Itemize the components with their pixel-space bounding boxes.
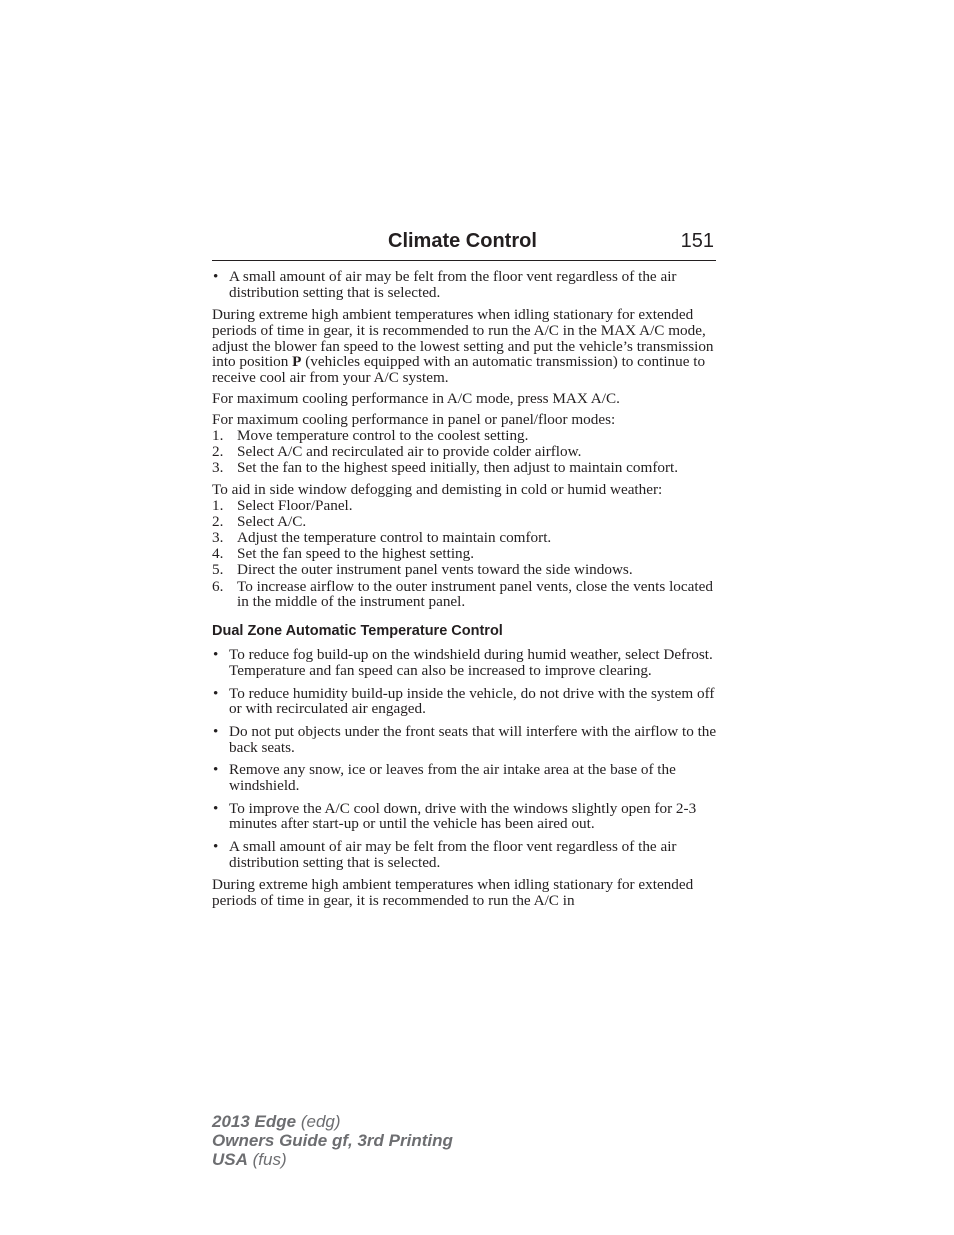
list-item: • To reduce fog build-up on the windshield during humid weather, select Defrost. Temperature and fan speed can also be increased to improve clearing. <box>212 647 718 678</box>
panel-modes-paragraph: For maximum cooling performance in panel or panel/floor modes: <box>212 410 616 428</box>
list-item: 1. Select Floor/Panel. <box>212 496 353 514</box>
list-item: 2. Select A/C. <box>212 512 307 530</box>
page-number: 151 <box>680 230 714 252</box>
defog-steps-list <box>212 498 718 610</box>
page-title: Climate Control <box>388 230 537 252</box>
footer-guide-line: Owners Guide gf, 3rd Printing <box>212 1131 453 1150</box>
list-item: 2. Select A/C and recirculated air to provide colder airflow. <box>212 442 582 460</box>
footer-model-line: 2013 Edge (edg) <box>212 1112 341 1131</box>
list-item: 3. Set the fan to the highest speed initially, then adjust to maintain comfort. <box>212 458 679 476</box>
section-heading: Dual Zone Automatic Temperature Control <box>212 622 503 639</box>
list-item: • Do not put objects under the front seats that will interfere with the airflow to the back seats. <box>212 724 718 755</box>
document-footer <box>212 1112 453 1169</box>
list-item: 4. Set the fan speed to the highest setting. <box>212 545 475 563</box>
list-item: • To reduce humidity build-up inside the vehicle, do not drive with the system off or with recirculated air engaged. <box>212 686 718 717</box>
page-body <box>212 269 718 914</box>
list-item: • A small amount of air may be felt from the floor vent regardless of the air distribution setting that is selected. <box>212 269 718 300</box>
closing-paragraph: During extreme high ambient temperatures when idling stationary for extended periods of time in gear, it is recommended to run the A/C in <box>212 876 694 910</box>
gear-position-p: P <box>292 353 302 371</box>
panel-steps-list <box>212 428 718 476</box>
list-item: 1. Move temperature control to the coolest setting. <box>212 426 529 444</box>
max-ac-paragraph: For maximum cooling performance in A/C mode, press MAX A/C. <box>212 389 620 407</box>
list-item: • A small amount of air may be felt from the floor vent regardless of the air distribution setting that is selected. <box>212 839 718 870</box>
list-item: 6. To increase airflow to the outer instrument panel vents, close the vents located in the middle of the instrument panel. <box>212 577 713 611</box>
list-item: 5. Direct the outer instrument panel vents toward the side windows. <box>212 561 633 579</box>
top-bullet-list <box>212 269 718 300</box>
dual-zone-bullet-list <box>212 647 718 870</box>
list-item: 3. Adjust the temperature control to maintain comfort. <box>212 528 552 546</box>
list-item: • To improve the A/C cool down, drive with the windows slightly open for 2-3 minutes after start-up or until the vehicle has been aired out. <box>212 801 718 832</box>
list-item: • Remove any snow, ice or leaves from the air intake area at the base of the windshield. <box>212 762 718 793</box>
page-header <box>212 228 716 261</box>
defog-paragraph: To aid in side window defogging and demisting in cold or humid weather: <box>212 481 663 498</box>
footer-market-line: USA (fus) <box>212 1150 287 1169</box>
idle-paragraph: During extreme high ambient temperatures when idling stationary for extended periods of time in gear, it is recommended to run the A/C in the MAX A/C mode, adjust the blower fan speed to the lowest setting and put the vehicle’s transmission into position P (vehicles equipped with an automatic transmission) to continue to receive cool air from your A/C system. <box>212 306 714 386</box>
